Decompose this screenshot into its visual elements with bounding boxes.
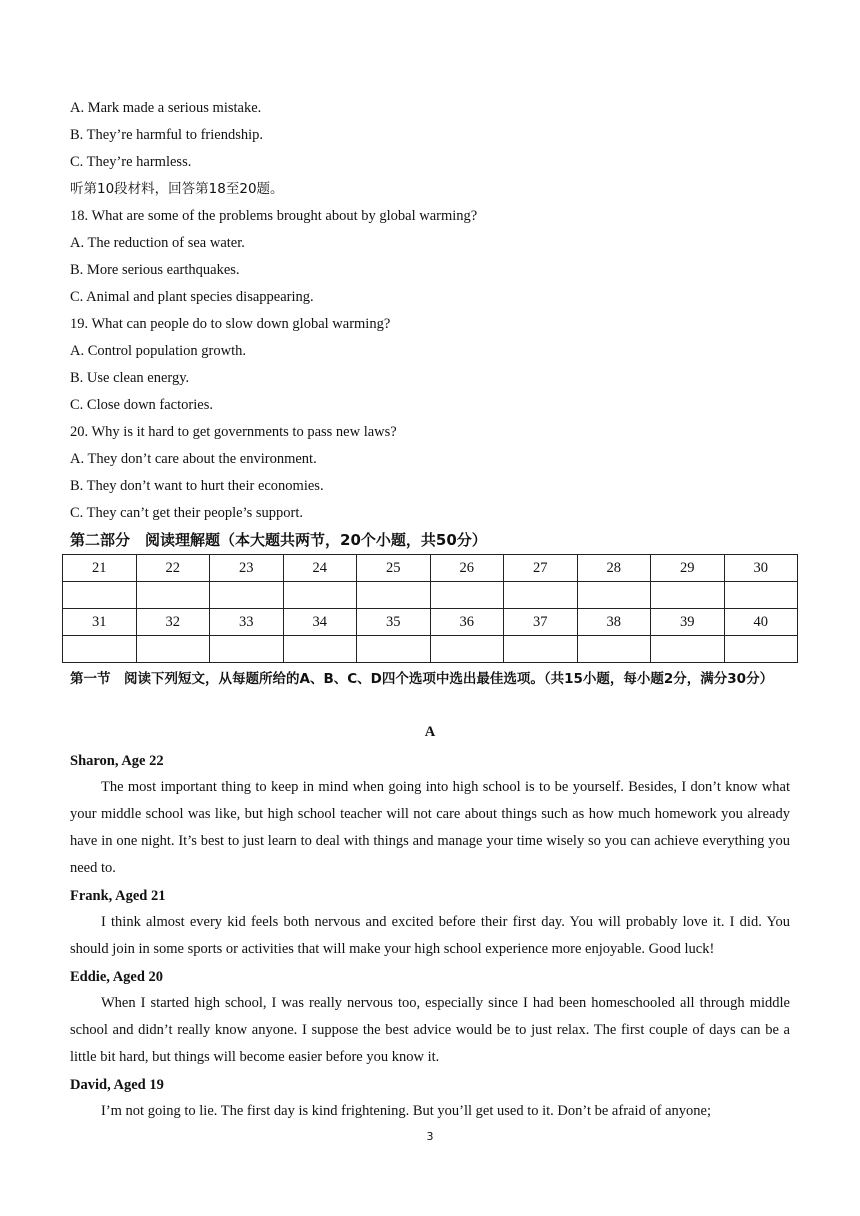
question-18: 18. What are some of the problems brought about by global warming? — [70, 208, 478, 224]
entry-name-david: David, Aged 19 — [70, 1077, 164, 1093]
answer-number-cell: 40 — [724, 609, 798, 636]
answer-number-cell: 24 — [283, 555, 357, 582]
answer-number-cell: 35 — [357, 609, 431, 636]
answer-number-cell: 36 — [430, 609, 504, 636]
answer-number-cell: 21 — [63, 555, 137, 582]
answer-number-cell: 22 — [136, 555, 210, 582]
answer-blank-cell[interactable] — [136, 582, 210, 609]
answer-number-cell: 37 — [504, 609, 578, 636]
answer-blank-cell[interactable] — [210, 582, 284, 609]
answer-number-cell: 32 — [136, 609, 210, 636]
answer-blank-cell[interactable] — [577, 582, 651, 609]
entry-name-eddie: Eddie, Aged 20 — [70, 969, 164, 985]
q19-option-c: C. Close down factories. — [70, 397, 213, 413]
answer-blank-cell[interactable] — [651, 636, 725, 663]
q18-option-b: B. More serious earthquakes. — [70, 262, 240, 278]
entry-text-eddie: When I started high school, I was really nervous too, especially since I had been homeschooled all through middle school and didn’t really know anyone. I suppose the best advice would be to just relax. The first couple of days can be a little bit hard, but things will become easier before you know it. — [70, 995, 790, 1065]
entry-name-frank: Frank, Aged 21 — [70, 888, 166, 904]
q19-option-a: A. Control population growth. — [70, 343, 247, 359]
answer-number-cell: 38 — [577, 609, 651, 636]
answer-blank-cell[interactable] — [357, 582, 431, 609]
answer-blank-cell[interactable] — [210, 636, 284, 663]
entry-name-sharon: Sharon, Age 22 — [70, 753, 164, 769]
answer-blank-cell[interactable] — [430, 636, 504, 663]
q20-option-c: C. They can’t get their people’s support. — [70, 505, 304, 521]
answer-blank-cell[interactable] — [430, 582, 504, 609]
entry-text-sharon: The most important thing to keep in mind when going into high school is to be yourself. Besides, I don’t know what your middle school was like, but high school teacher will not care about things such as how much homework you already have in one night. It’s best to just learn to deal with things and manage your time wisely so you can achieve everything you need to. — [70, 779, 790, 876]
answer-blank-cell[interactable] — [724, 636, 798, 663]
answer-table-blank-row-1 — [63, 582, 798, 609]
q19-option-b: B. Use clean energy. — [70, 370, 190, 386]
part-two-heading: 第二部分 阅读理解题（本大题共两节，20个小题，共50分） — [70, 531, 487, 549]
answer-number-cell: 27 — [504, 555, 578, 582]
q20-option-a: A. They don’t care about the environment. — [70, 451, 317, 467]
q18-option-c: C. Animal and plant species disappearing. — [70, 289, 314, 305]
section-one-instruction: 第一节 阅读下列短文，从每题所给的A、B、C、D四个选项中选出最佳选项。（共15小题，每小题2分，满分30分） — [70, 671, 774, 687]
answer-table-numbers-row-2 — [63, 609, 798, 636]
answer-blank-cell[interactable] — [136, 636, 210, 663]
answer-blank-cell[interactable] — [651, 582, 725, 609]
listening-instruction: 听第10段材料，回答第18至20题。 — [70, 181, 284, 197]
q17-option-a: A. Mark made a serious mistake. — [70, 100, 262, 116]
q17-option-c: C. They’re harmless. — [70, 154, 192, 170]
page-number: 3 — [426, 1130, 434, 1143]
q20-option-b: B. They don’t want to hurt their economies. — [70, 478, 324, 494]
answer-number-cell: 28 — [577, 555, 651, 582]
question-20: 20. Why is it hard to get governments to pass new laws? — [70, 424, 397, 440]
answer-number-cell: 30 — [724, 555, 798, 582]
answer-number-cell: 23 — [210, 555, 284, 582]
q18-option-a: A. The reduction of sea water. — [70, 235, 245, 251]
entry-text-david: I’m not going to lie. The first day is kind frightening. But you’ll get used to it. Don’t be afraid of anyone; — [101, 1103, 711, 1119]
answer-blank-cell[interactable] — [63, 636, 137, 663]
question-19: 19. What can people do to slow down global warming? — [70, 316, 391, 332]
answer-table-numbers-row-1 — [63, 555, 798, 582]
answer-number-cell: 26 — [430, 555, 504, 582]
answer-number-cell: 39 — [651, 609, 725, 636]
passage-letter: A — [424, 724, 436, 740]
answer-number-cell: 25 — [357, 555, 431, 582]
answer-blank-cell[interactable] — [577, 636, 651, 663]
answer-blank-cell[interactable] — [504, 636, 578, 663]
entry-text-frank: I think almost every kid feels both nervous and excited before their first day. You will probably love it. I did. You should join in some sports or activities that will make your high school experience more enjoyable. Good luck! — [70, 914, 790, 957]
answer-blank-cell[interactable] — [283, 636, 357, 663]
q17-option-b: B. They’re harmful to friendship. — [70, 127, 264, 143]
answer-blank-cell[interactable] — [357, 636, 431, 663]
answer-number-cell: 34 — [283, 609, 357, 636]
answer-blank-cell[interactable] — [283, 582, 357, 609]
answer-table-blank-row-2 — [63, 636, 798, 663]
answer-blank-cell[interactable] — [724, 582, 798, 609]
answer-blank-cell[interactable] — [63, 582, 137, 609]
answer-blank-cell[interactable] — [504, 582, 578, 609]
answer-number-cell: 29 — [651, 555, 725, 582]
answer-number-cell: 33 — [210, 609, 284, 636]
answer-number-cell: 31 — [63, 609, 137, 636]
answer-table — [62, 554, 798, 663]
